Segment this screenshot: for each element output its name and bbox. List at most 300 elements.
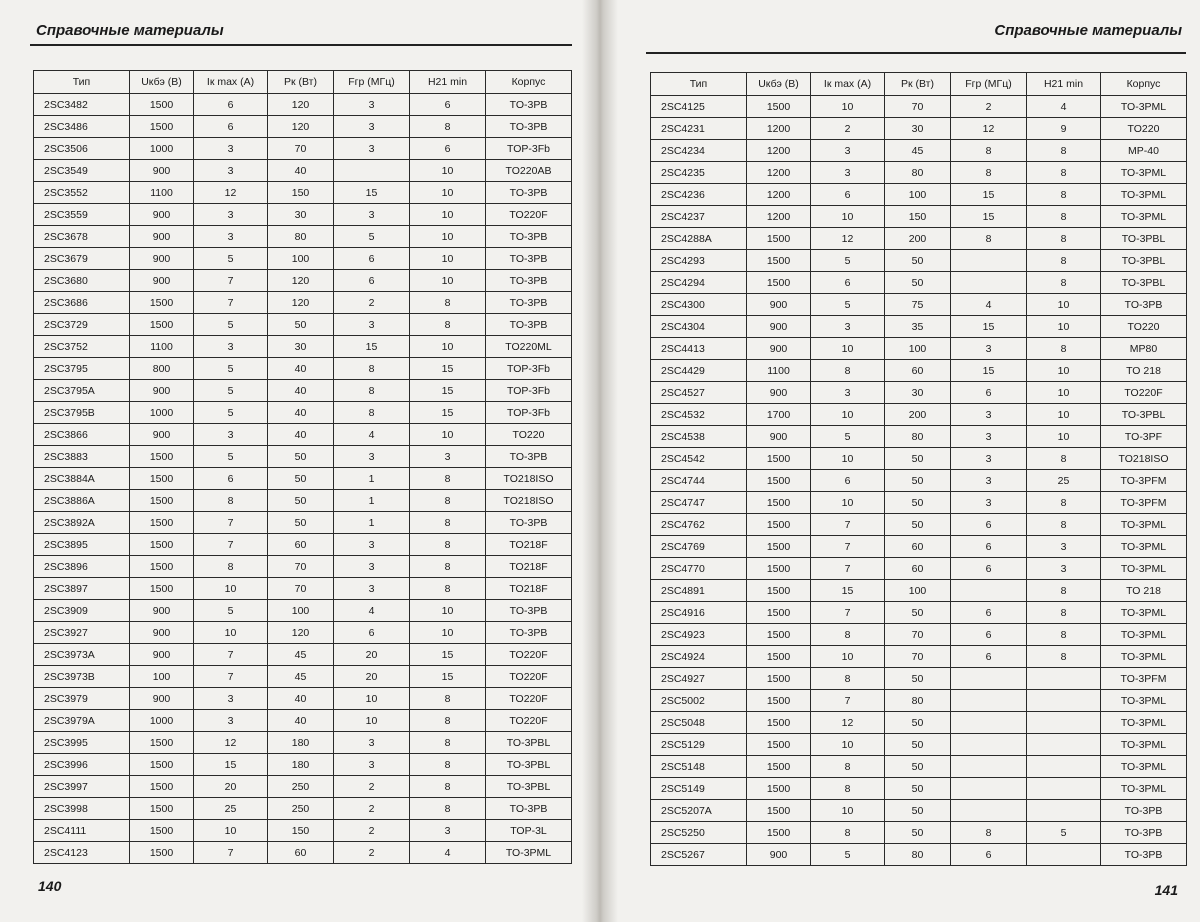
cell-ucbe: 1500 [747, 756, 811, 778]
cell-ft: 15 [951, 316, 1027, 338]
cell-package: TOP-3Fb [486, 358, 572, 380]
cell-ft: 8 [334, 358, 410, 380]
cell-package: TO-3PB [486, 314, 572, 336]
cell-ft [951, 580, 1027, 602]
cell-pc: 50 [885, 778, 951, 800]
page-141 [598, 0, 1200, 922]
cell-type: 2SC3678 [34, 226, 130, 248]
cell-type: 2SC4237 [651, 206, 747, 228]
table-row [651, 536, 1187, 558]
cell-package: TO220ML [486, 336, 572, 358]
table-row [34, 314, 572, 336]
cell-type: 2SC3729 [34, 314, 130, 336]
cell-ft: 1 [334, 468, 410, 490]
table-row [651, 734, 1187, 756]
table-row [34, 820, 572, 842]
cell-package: TO220F [1101, 382, 1187, 404]
table-row [34, 622, 572, 644]
cell-ic-max: 3 [811, 162, 885, 184]
cell-pc: 30 [885, 382, 951, 404]
cell-type: 2SC3486 [34, 116, 130, 138]
cell-pc: 60 [268, 842, 334, 864]
cell-package: TO-3PBL [1101, 250, 1187, 272]
cell-h21: 10 [1027, 294, 1101, 316]
cell-ft: 2 [334, 292, 410, 314]
cell-ic-max: 7 [811, 558, 885, 580]
cell-type: 2SC3896 [34, 556, 130, 578]
page-140 [0, 0, 598, 922]
cell-ic-max: 7 [194, 534, 268, 556]
cell-type: 2SC4288A [651, 228, 747, 250]
cell-h21: 8 [410, 490, 486, 512]
cell-h21: 8 [1027, 206, 1101, 228]
cell-pc: 250 [268, 776, 334, 798]
cell-h21: 15 [410, 644, 486, 666]
cell-package: TO-3PML [1101, 756, 1187, 778]
cell-type: 2SC4744 [651, 470, 747, 492]
cell-ucbe: 1500 [130, 490, 194, 512]
cell-h21: 8 [410, 688, 486, 710]
cell-ic-max: 10 [194, 820, 268, 842]
cell-ucbe: 1500 [130, 468, 194, 490]
cell-h21: 10 [1027, 316, 1101, 338]
cell-pc: 120 [268, 270, 334, 292]
cell-ucbe: 1500 [130, 314, 194, 336]
cell-ic-max: 3 [194, 424, 268, 446]
cell-ic-max: 10 [811, 206, 885, 228]
table-body-left [34, 94, 572, 864]
cell-pc: 80 [885, 690, 951, 712]
cell-pc: 50 [885, 734, 951, 756]
cell-pc: 50 [268, 446, 334, 468]
cell-ft [951, 250, 1027, 272]
table-row [34, 798, 572, 820]
cell-package: TO-3PML [1101, 558, 1187, 580]
cell-type: 2SC5250 [651, 822, 747, 844]
cell-ucbe: 1500 [747, 580, 811, 602]
cell-ucbe: 1500 [747, 558, 811, 580]
cell-ft: 6 [951, 624, 1027, 646]
cell-ucbe: 1500 [747, 734, 811, 756]
cell-h21: 10 [410, 226, 486, 248]
cell-ft: 4 [334, 424, 410, 446]
cell-h21: 10 [1027, 382, 1101, 404]
cell-ft: 6 [951, 646, 1027, 668]
cell-h21 [1027, 734, 1101, 756]
cell-pc: 120 [268, 622, 334, 644]
cell-ic-max: 7 [811, 536, 885, 558]
table-row [651, 822, 1187, 844]
cell-type: 2SC4304 [651, 316, 747, 338]
table-row [651, 492, 1187, 514]
cell-ft: 3 [334, 314, 410, 336]
cell-pc: 50 [885, 712, 951, 734]
cell-pc: 50 [885, 272, 951, 294]
cell-pc: 70 [268, 556, 334, 578]
cell-package: TO-3PB [486, 182, 572, 204]
cell-package: TO-3PML [1101, 602, 1187, 624]
table-row [651, 690, 1187, 712]
cell-ic-max: 6 [811, 272, 885, 294]
table-row [651, 668, 1187, 690]
cell-h21: 8 [1027, 250, 1101, 272]
cell-h21: 8 [410, 534, 486, 556]
cell-type: 2SC5129 [651, 734, 747, 756]
cell-ft: 10 [334, 710, 410, 732]
cell-ic-max: 8 [194, 490, 268, 512]
cell-ucbe: 1000 [130, 138, 194, 160]
cell-ic-max: 7 [194, 644, 268, 666]
cell-ucbe: 1700 [747, 404, 811, 426]
cell-ic-max: 3 [194, 160, 268, 182]
cell-type: 2SC4927 [651, 668, 747, 690]
cell-ic-max: 5 [811, 426, 885, 448]
cell-pc: 100 [885, 580, 951, 602]
cell-type: 2SC3680 [34, 270, 130, 292]
table-row [651, 206, 1187, 228]
cell-ucbe: 900 [747, 316, 811, 338]
cell-package: TO218ISO [486, 468, 572, 490]
col-header-ft: Fгр (МГц) [334, 71, 410, 94]
cell-ic-max: 3 [194, 138, 268, 160]
cell-type: 2SC4236 [651, 184, 747, 206]
cell-type: 2SC4923 [651, 624, 747, 646]
cell-ic-max: 3 [811, 140, 885, 162]
cell-ic-max: 8 [811, 668, 885, 690]
cell-h21 [1027, 690, 1101, 712]
cell-type: 2SC4300 [651, 294, 747, 316]
cell-package: TO-3PBL [1101, 272, 1187, 294]
cell-ucbe: 1500 [747, 712, 811, 734]
cell-type: 2SC3927 [34, 622, 130, 644]
table-row [651, 140, 1187, 162]
cell-h21: 10 [410, 600, 486, 622]
cell-pc: 50 [885, 250, 951, 272]
cell-h21: 6 [410, 138, 486, 160]
cell-ic-max: 5 [811, 294, 885, 316]
cell-ucbe: 1500 [130, 732, 194, 754]
cell-type: 2SC3506 [34, 138, 130, 160]
cell-ic-max: 5 [194, 600, 268, 622]
cell-pc: 70 [268, 138, 334, 160]
cell-ft: 15 [951, 184, 1027, 206]
cell-ucbe: 1500 [130, 94, 194, 116]
cell-pc: 50 [885, 800, 951, 822]
cell-h21: 10 [410, 248, 486, 270]
cell-type: 2SC4916 [651, 602, 747, 624]
cell-ucbe: 1000 [130, 710, 194, 732]
cell-ucbe: 1100 [130, 336, 194, 358]
cell-type: 2SC4762 [651, 514, 747, 536]
cell-h21: 3 [1027, 558, 1101, 580]
table-row [34, 732, 572, 754]
cell-ft [951, 272, 1027, 294]
cell-package: TO220F [486, 644, 572, 666]
cell-ucbe: 1500 [747, 690, 811, 712]
cell-h21: 8 [410, 116, 486, 138]
cell-package: TO-3PF [1101, 426, 1187, 448]
cell-ic-max: 3 [194, 688, 268, 710]
col-header-ic-max: Iк max (А) [811, 73, 885, 96]
table-body-right [651, 96, 1187, 866]
cell-ft: 8 [334, 402, 410, 424]
cell-ft: 6 [951, 602, 1027, 624]
cell-ft [951, 778, 1027, 800]
cell-type: 2SC4111 [34, 820, 130, 842]
col-header-type: Тип [34, 71, 130, 94]
table-row [651, 316, 1187, 338]
cell-ft [951, 734, 1027, 756]
cell-ft: 3 [334, 556, 410, 578]
cell-ft: 6 [334, 622, 410, 644]
table-row [651, 712, 1187, 734]
cell-ic-max: 8 [811, 756, 885, 778]
cell-pc: 150 [268, 820, 334, 842]
cell-ft: 1 [334, 512, 410, 534]
cell-ft: 8 [334, 380, 410, 402]
cell-package: TO-3PB [486, 798, 572, 820]
cell-pc: 120 [268, 116, 334, 138]
cell-ft: 8 [951, 140, 1027, 162]
cell-h21: 8 [1027, 228, 1101, 250]
cell-ucbe: 1500 [130, 820, 194, 842]
table-row [651, 404, 1187, 426]
cell-ic-max: 8 [194, 556, 268, 578]
table-row [34, 160, 572, 182]
cell-ic-max: 3 [811, 316, 885, 338]
cell-type: 2SC3549 [34, 160, 130, 182]
cell-package: TO-3PB [486, 116, 572, 138]
cell-type: 2SC4747 [651, 492, 747, 514]
cell-h21: 6 [410, 94, 486, 116]
cell-ft [334, 160, 410, 182]
header-rule [30, 44, 572, 46]
cell-ucbe: 1500 [130, 534, 194, 556]
cell-h21: 8 [410, 512, 486, 534]
table-row [651, 778, 1187, 800]
cell-ucbe: 1500 [747, 800, 811, 822]
cell-ft: 3 [951, 470, 1027, 492]
cell-ft: 3 [334, 754, 410, 776]
cell-ft: 3 [334, 732, 410, 754]
cell-package: TO-3PBL [486, 776, 572, 798]
table-row [651, 228, 1187, 250]
cell-h21 [1027, 756, 1101, 778]
cell-ic-max: 5 [811, 250, 885, 272]
cell-pc: 50 [885, 470, 951, 492]
table-row [34, 776, 572, 798]
cell-h21: 10 [410, 160, 486, 182]
table-row [34, 490, 572, 512]
cell-type: 2SC3996 [34, 754, 130, 776]
cell-package: TO-3PML [1101, 184, 1187, 206]
cell-package: TO-3PML [1101, 514, 1187, 536]
transistor-table-left [33, 70, 572, 864]
cell-pc: 40 [268, 358, 334, 380]
cell-h21: 8 [1027, 162, 1101, 184]
cell-pc: 120 [268, 94, 334, 116]
page-number: 140 [38, 878, 62, 894]
table-row [651, 118, 1187, 140]
cell-h21: 8 [1027, 140, 1101, 162]
cell-package: TO-3PFM [1101, 470, 1187, 492]
cell-ft: 3 [951, 448, 1027, 470]
table-header-row [651, 73, 1187, 96]
cell-h21: 10 [410, 336, 486, 358]
cell-package: TO-3PBL [1101, 404, 1187, 426]
table-row [34, 402, 572, 424]
cell-ft: 15 [951, 206, 1027, 228]
cell-pc: 70 [885, 624, 951, 646]
cell-ic-max: 7 [811, 602, 885, 624]
cell-pc: 60 [885, 360, 951, 382]
col-header-pc: Рк (Вт) [885, 73, 951, 96]
cell-h21: 8 [410, 776, 486, 798]
cell-ft [951, 690, 1027, 712]
cell-ic-max: 10 [811, 734, 885, 756]
cell-type: 2SC3559 [34, 204, 130, 226]
cell-type: 2SC3897 [34, 578, 130, 600]
cell-pc: 100 [268, 248, 334, 270]
cell-pc: 50 [268, 490, 334, 512]
cell-ucbe: 900 [130, 600, 194, 622]
cell-ucbe: 1200 [747, 184, 811, 206]
page-header: Справочные материалы [994, 22, 1182, 39]
cell-package: TO-3PML [1101, 96, 1187, 118]
table-row [651, 426, 1187, 448]
cell-ucbe: 1500 [747, 228, 811, 250]
cell-package: TO-3PML [1101, 206, 1187, 228]
cell-ft [951, 712, 1027, 734]
cell-ft: 15 [334, 182, 410, 204]
cell-h21: 8 [1027, 624, 1101, 646]
cell-ic-max: 8 [811, 822, 885, 844]
cell-pc: 80 [268, 226, 334, 248]
cell-ft: 3 [334, 204, 410, 226]
cell-pc: 50 [885, 602, 951, 624]
cell-ft: 3 [334, 534, 410, 556]
cell-package: TO218F [486, 578, 572, 600]
cell-package: TOP-3Fb [486, 380, 572, 402]
cell-type: 2SC4413 [651, 338, 747, 360]
cell-ic-max: 5 [811, 844, 885, 866]
cell-package: TO-3PB [1101, 800, 1187, 822]
table-header-row [34, 71, 572, 94]
cell-ucbe: 900 [130, 160, 194, 182]
cell-type: 2SC4293 [651, 250, 747, 272]
cell-ucbe: 900 [747, 382, 811, 404]
cell-package: TO220AB [486, 160, 572, 182]
cell-package: TO220F [486, 204, 572, 226]
cell-type: 2SC5149 [651, 778, 747, 800]
cell-pc: 45 [268, 644, 334, 666]
cell-package: TO-3PML [1101, 162, 1187, 184]
cell-ic-max: 8 [811, 778, 885, 800]
table-row [34, 116, 572, 138]
cell-ucbe: 1500 [130, 292, 194, 314]
transistor-table-right [650, 72, 1187, 866]
cell-h21: 8 [410, 314, 486, 336]
cell-pc: 50 [268, 512, 334, 534]
cell-package: TOP-3L [486, 820, 572, 842]
cell-pc: 200 [885, 228, 951, 250]
table-row [34, 358, 572, 380]
cell-ft: 3 [951, 404, 1027, 426]
cell-package: MP80 [1101, 338, 1187, 360]
col-header-package: Корпус [1101, 73, 1187, 96]
cell-ic-max: 7 [194, 270, 268, 292]
cell-ucbe: 1500 [747, 778, 811, 800]
cell-ft: 6 [334, 270, 410, 292]
cell-pc: 80 [885, 844, 951, 866]
cell-ucbe: 1500 [747, 470, 811, 492]
cell-package: TO-3PBL [486, 732, 572, 754]
cell-pc: 100 [885, 338, 951, 360]
cell-h21: 10 [410, 182, 486, 204]
cell-ic-max: 10 [811, 338, 885, 360]
cell-ucbe: 1500 [747, 514, 811, 536]
cell-ic-max: 5 [194, 248, 268, 270]
table-row [651, 96, 1187, 118]
cell-ucbe: 1500 [747, 602, 811, 624]
table-row [651, 162, 1187, 184]
cell-ucbe: 1500 [747, 624, 811, 646]
cell-type: 2SC3998 [34, 798, 130, 820]
cell-ft: 2 [334, 842, 410, 864]
cell-ft: 2 [951, 96, 1027, 118]
cell-type: 2SC5267 [651, 844, 747, 866]
cell-package: TO-3PBL [1101, 228, 1187, 250]
cell-ft: 6 [334, 248, 410, 270]
cell-h21 [1027, 800, 1101, 822]
cell-type: 2SC5002 [651, 690, 747, 712]
cell-pc: 100 [268, 600, 334, 622]
cell-ucbe: 100 [130, 666, 194, 688]
col-header-ucbe: Uкбэ (В) [130, 71, 194, 94]
cell-package: TO-3PB [486, 248, 572, 270]
cell-pc: 80 [885, 426, 951, 448]
cell-ft: 6 [951, 844, 1027, 866]
cell-ft: 6 [951, 382, 1027, 404]
cell-pc: 150 [885, 206, 951, 228]
cell-h21: 8 [1027, 272, 1101, 294]
cell-pc: 50 [885, 756, 951, 778]
cell-ucbe: 1500 [130, 754, 194, 776]
cell-ft: 6 [951, 514, 1027, 536]
cell-package: TO-3PB [486, 226, 572, 248]
cell-type: 2SC5148 [651, 756, 747, 778]
cell-ft: 5 [334, 226, 410, 248]
cell-ic-max: 10 [194, 622, 268, 644]
cell-h21: 8 [410, 754, 486, 776]
cell-type: 2SC4538 [651, 426, 747, 448]
table-row [34, 248, 572, 270]
cell-type: 2SC4235 [651, 162, 747, 184]
cell-ucbe: 900 [130, 688, 194, 710]
cell-package: TO-3PML [1101, 536, 1187, 558]
cell-package: TO218F [486, 556, 572, 578]
cell-pc: 45 [268, 666, 334, 688]
cell-h21: 15 [410, 380, 486, 402]
cell-ucbe: 1200 [747, 206, 811, 228]
cell-ic-max: 8 [811, 360, 885, 382]
cell-pc: 180 [268, 732, 334, 754]
cell-type: 2SC4769 [651, 536, 747, 558]
table-row [34, 424, 572, 446]
cell-ucbe: 1100 [747, 360, 811, 382]
cell-ft: 3 [951, 426, 1027, 448]
book-gutter [582, 0, 618, 922]
